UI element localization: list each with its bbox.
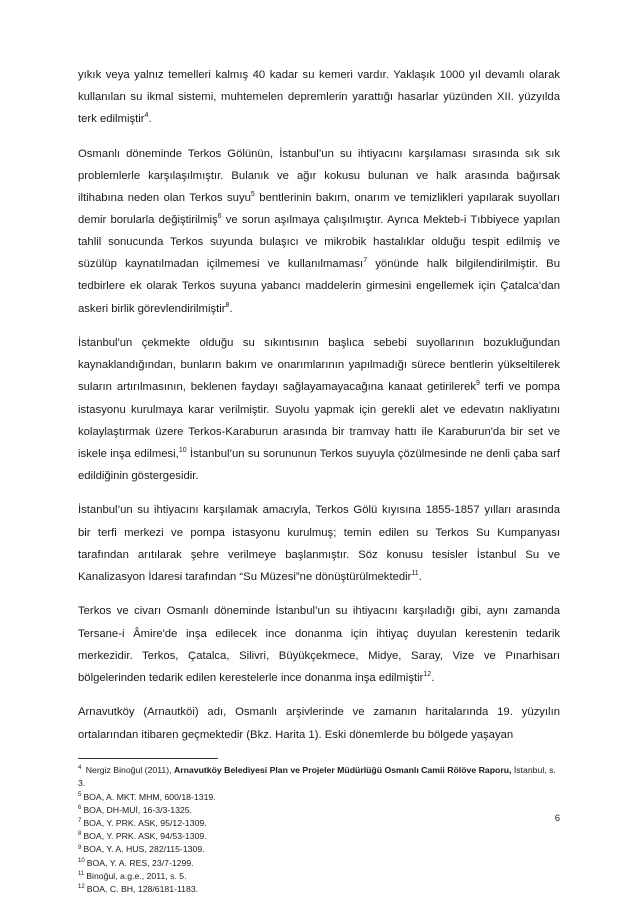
footnote-ref: 6 (217, 213, 222, 221)
text-run: Binoğul, a.g.e., 2011, s. 5. (86, 870, 187, 881)
footnote-number: 4 (78, 765, 82, 772)
text-run: Arnavutköy (Arnautköi) adı, Osmanlı arşivlerinde ve zamanın haritalarında 19. yüzyılın ortalarından itibaren geçmektedir (Bkz. Harita 1). Eski dönemlerde bu bölgede yaşayan (78, 706, 560, 741)
body-paragraph (78, 499, 560, 587)
footnote (78, 804, 560, 817)
text-run: BOA, C. BH, 128/6181-1183. (86, 884, 199, 895)
text-run: İstanbul’un su ihtiyacını karşılamak amacıyla, Terkos Gölü kıyısına 1855-1857 yılları arasında bir terfi merkezi ve pompa istasyonu kurulmuş; temin edilen su Terkos Su Kumpanyası tarafından arıtılarak şehre verilmeye başlanmıştır. Söz konusu tesisler İstanbul Su ve Kanalizasyon İdaresi tarafından “Su Müzesi”ne dönüştürülmektedir (78, 504, 560, 583)
text-run: BOA, Y. PRK. ASK, 95/12-1309. (83, 818, 207, 828)
footnotes (78, 764, 560, 896)
text-run: BOA, DH-MUİ, 16-3/3-1325. (83, 804, 192, 815)
footnote-number: 11 (78, 870, 85, 877)
footnote (78, 817, 560, 830)
text-run: terfi ve pompa istasyonu kurulmaya karar verilmiştir. Suyolu yapmak için gerekli alet ve edevatın nakliyatını kolaylaştırmak üzere Terkos-Karaburun arasında bir tramvay hattı ile Karaburun'da bir set ve iskele inşa edilmesi, (78, 381, 560, 460)
text-run: Osmanlı döneminde Terkos Gölünün, İstanbul’un su ihtiyacını karşılaması sırasında sık sık problemlerle karşılaşılmıştır. Bulanık ve ağır kokusu bulunan ve halk arasında bağırsak iltihabına neden olan Terkos suyu (78, 147, 560, 205)
text-run: BOA, Y. A. HUS, 282/115-1309. (83, 844, 205, 855)
footnote (78, 830, 560, 843)
body-paragraph (78, 143, 560, 320)
footnote-ref: 4 (144, 112, 149, 120)
footnote (78, 764, 560, 790)
footnote-divider (78, 758, 218, 759)
footnote-ref: 9 (476, 380, 480, 388)
body-paragraph (78, 600, 560, 688)
bold-text: Arnavutköy Belediyesi Plan ve Projeler Müdürlüğü Osmanlı Camii Rölöve Raporu, (173, 765, 512, 776)
footnote-number: 9 (78, 844, 82, 851)
text-run: yönünde halk bilgilendirilmiştir. Bu tedbirlere ek olarak Terkos suyuna yabancı maddelerin girmesini engellemek için Çatalca’dan askeri birlik görevlendirilmiştir (78, 258, 560, 315)
footnote-number: 7 (78, 818, 82, 825)
text-run: BOA, Y. A. RES, 23/7-1299. (86, 857, 194, 868)
footnote-ref: 11 (411, 569, 419, 577)
footnote-ref: 12 (423, 670, 432, 678)
text-run: BOA, A. MKT. MHM, 600/18-1319. (83, 791, 216, 802)
text-run: . (148, 113, 152, 126)
body-paragraph (78, 64, 560, 130)
text-run: BOA, Y. PRK. ASK, 94/53-1309. (83, 831, 207, 842)
text-run: . (229, 302, 233, 315)
text-run: İstanbul'un çekmekte olduğu su sıkıntısının başlıca sebebi suyollarının bozukluğundan kaynaklandığından, bunların bakım ve onarımlarının yapılmadığı sürece bentlerin yükseltilerek suların artırılmasının, beklenen faydayı sağlayamayacağına kanaat getirilerek (78, 337, 560, 394)
text-run: . (418, 570, 422, 583)
footnote-number: 8 (78, 831, 82, 838)
text-run: Nergiz Binoğul (2011), (83, 765, 174, 776)
footnote-ref: 7 (363, 257, 368, 265)
body-paragraph (78, 701, 560, 745)
footnote-number: 5 (78, 791, 82, 798)
footnote-ref: 8 (225, 301, 230, 309)
footnote-number: 10 (78, 857, 85, 864)
text-run: İstanbul, s. 3. (78, 765, 556, 789)
footnote (78, 883, 560, 896)
text-run: . (431, 671, 435, 684)
text-run: yıkık veya yalnız temelleri kalmış 40 kadar su kemeri vardır. Yaklaşık 1000 yıl devamlı olarak kullanılan su ikmal sistemi, muhtemelen depremlerin yarattığı hasarlar yüzünden XII. yüzyılda terk edilmiştir (78, 69, 560, 126)
footnote-ref: 10 (178, 446, 187, 454)
page-number: 6 (554, 813, 560, 824)
footnote (78, 843, 560, 856)
footnote-number: 12 (78, 884, 85, 891)
document-page (78, 64, 560, 896)
footnote (78, 791, 560, 804)
body-text (78, 64, 560, 746)
text-run: ve sorun aşılmaya çalışılmıştır. Ayrıca Mekteb-i Tıbbiyece yapılan tahlil sonucunda Terkos suyunda bulaşıcı ve mikrobik hastalıklar olduğu tespit edilmiş ve süzülüp kaynatılmadan içilmemesi ve kullanılmaması (78, 214, 560, 271)
text-run: İstanbul’un su sorununun Terkos suyuyla çözülmesinde ne denli çaba sarf edildiğinin göstergesidir. (78, 447, 560, 482)
footnote-number: 6 (78, 804, 82, 811)
text-run: bentlerinin bakım, onarım ve temizlikleri yapılarak suyolları demir borularla değiştirilmiş (78, 192, 561, 227)
text-run: Terkos ve civarı Osmanlı döneminde İstanbul’un su ihtiyacını karşıladığı gibi, aynı zamanda Tersane-i Âmire'de inşa edilecek ince donanma için ihtiyaç duyulan kerestenin tedarik merkezidir. Terkos, Çatalca, Silivri, Büyükçekmece, Midye, Saray, Vize ve Pınarhisarı bölgelerinden tedarik edilen kerestelerle ince donanma inşa edilmiştir (78, 605, 560, 684)
footnote-ref: 5 (250, 191, 255, 199)
footnote (78, 857, 560, 870)
footnote (78, 870, 560, 883)
body-paragraph (78, 332, 560, 487)
